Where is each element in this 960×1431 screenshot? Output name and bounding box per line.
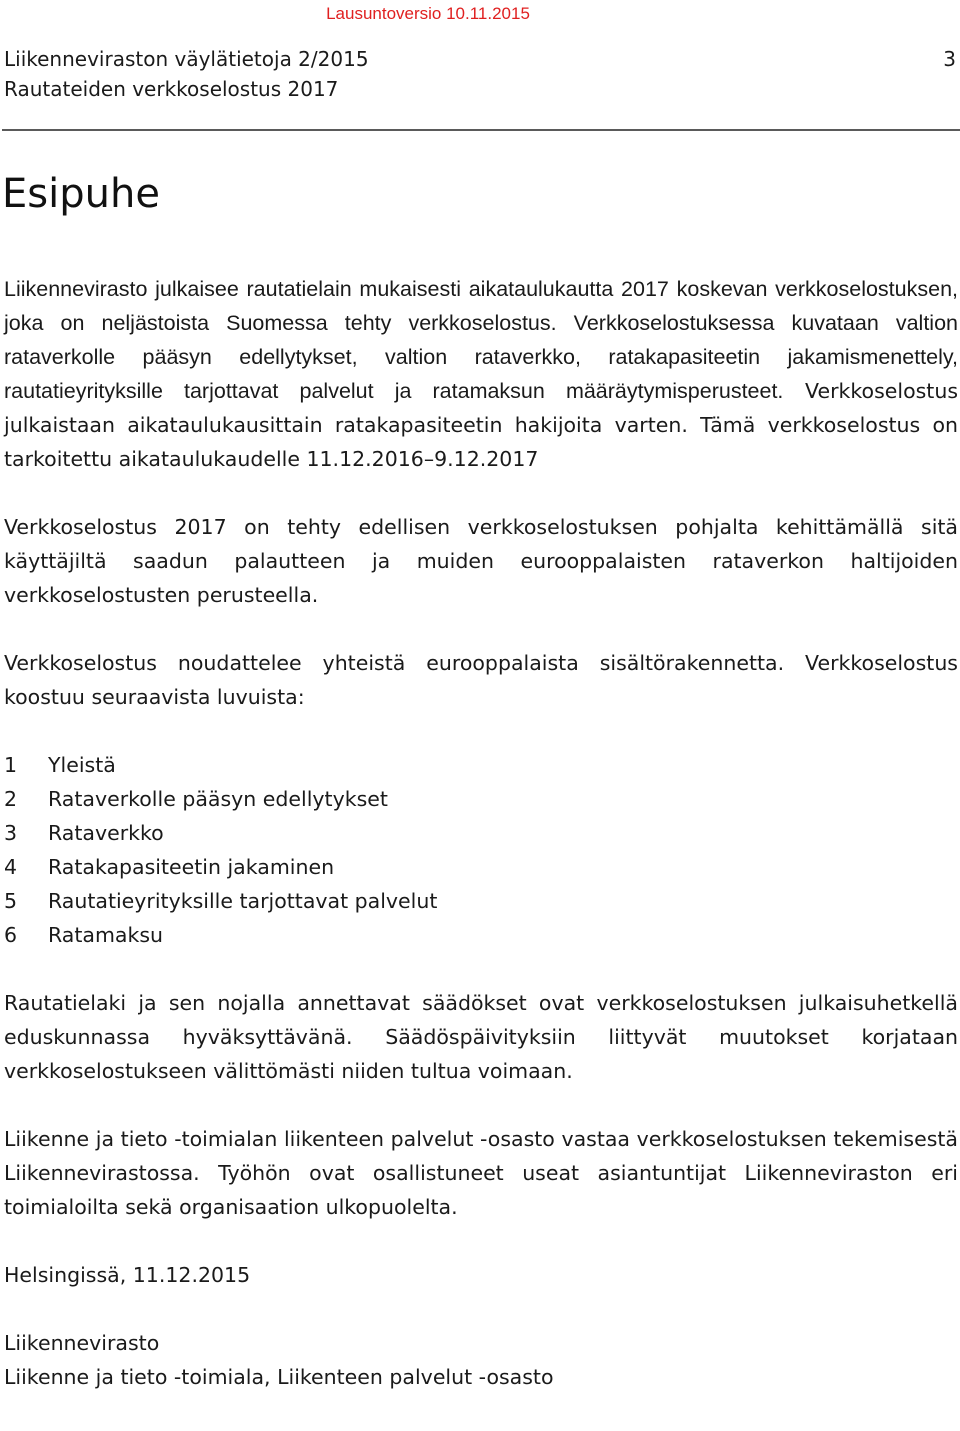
list-item	[4, 748, 958, 782]
chapter-label: Rautatieyrityksille tarjottavat palvelut	[48, 889, 438, 913]
chapter-list	[4, 748, 958, 952]
chapter-number: 4	[4, 855, 18, 879]
list-item	[4, 884, 958, 918]
chapter-number: 3	[4, 821, 18, 845]
intro-sentence-a: Liikennevirasto julkaisee rautatielain mukaisesti aikataulukautta 2017 koskevan verkkoselostuksen, joka on neljästoista Suomessa tehty verkkoselostus. Verkkoselostuksessa kuvataan valtion rataverkolle pääsyn edellytykset, valtion rataverkko, ratakapasiteetin jakamismenettely, rautatieyrityksille tarjottavat palvelut ja ratamaksun määräytymisperusteet.	[4, 277, 958, 403]
paragraph-structure: Verkkoselostus noudattelee yhteistä eurooppalaista sisältörakennetta. Verkkoselostus koostuu seuraavista luvuista:	[4, 651, 958, 709]
signature-block	[4, 1258, 958, 1394]
chapter-number: 6	[4, 923, 18, 947]
chapter-number: 2	[4, 787, 18, 811]
body-text	[4, 272, 958, 1394]
draft-version-stamp: Lausuntoversio 10.11.2015	[326, 4, 530, 23]
chapter-label: Yleistä	[48, 753, 116, 777]
organization-name: Liikennevirasto	[4, 1331, 160, 1355]
header-divider	[2, 129, 960, 131]
list-item	[4, 782, 958, 816]
chapter-label: Rataverkko	[48, 821, 164, 845]
list-item	[4, 816, 958, 850]
paragraph-legislation: Rautatielaki ja sen nojalla annettavat säädökset ovat verkkoselostuksen julkaisuhetkellä eduskunnassa hyväksyttävänä. Säädöspäivityksiin liittyvät muutokset korjataan verkkoselostukseen välittömästi niiden tultua voimaan.	[4, 991, 958, 1083]
chapter-label: Ratamaksu	[48, 923, 164, 947]
document-title: Rautateiden verkkoselostus 2017	[4, 77, 339, 101]
page-title: Esipuhe	[2, 171, 160, 217]
chapter-label: Ratakapasiteetin jakaminen	[48, 855, 335, 879]
chapter-number: 1	[4, 753, 18, 777]
list-item	[4, 918, 958, 952]
organization-unit: Liikenne ja tieto -toimiala, Liikenteen palvelut -osasto	[4, 1365, 554, 1389]
list-item	[4, 850, 958, 884]
running-header	[4, 44, 369, 104]
chapter-label: Rataverkolle pääsyn edellytykset	[48, 787, 388, 811]
paragraph-responsibility: Liikenne ja tieto -toimialan liikenteen palvelut -osasto vastaa verkkoselostuksen tekemisestä Liikennevirastossa. Työhön ovat osallistuneet useat asiantuntijat Liikenneviraston eri toimialoilta sekä organisaation ulkopuolelta.	[4, 1127, 958, 1219]
publication-series: Liikenneviraston väylätietoja 2/2015	[4, 47, 369, 71]
place-date: Helsingissä, 11.12.2015	[4, 1263, 251, 1287]
paragraph-basis: Verkkoselostus 2017 on tehty edellisen verkkoselostuksen pohjalta kehittämällä sitä käyttäjiltä saadun palautteen ja muiden eurooppalaisten rataverkon haltijoiden verkkoselostusten perusteella.	[4, 515, 958, 607]
paragraph-intro	[4, 272, 958, 476]
page-number: 3	[943, 47, 956, 71]
chapter-number: 5	[4, 889, 18, 913]
intro-sentence-b: Verkkoselostus julkaistaan aikataulukausittain ratakapasiteetin hakijoita varten. Tämä verkkoselostus on tarkoitettu aikataulukaudelle 11.12.2016–9.12.2017	[4, 379, 959, 471]
